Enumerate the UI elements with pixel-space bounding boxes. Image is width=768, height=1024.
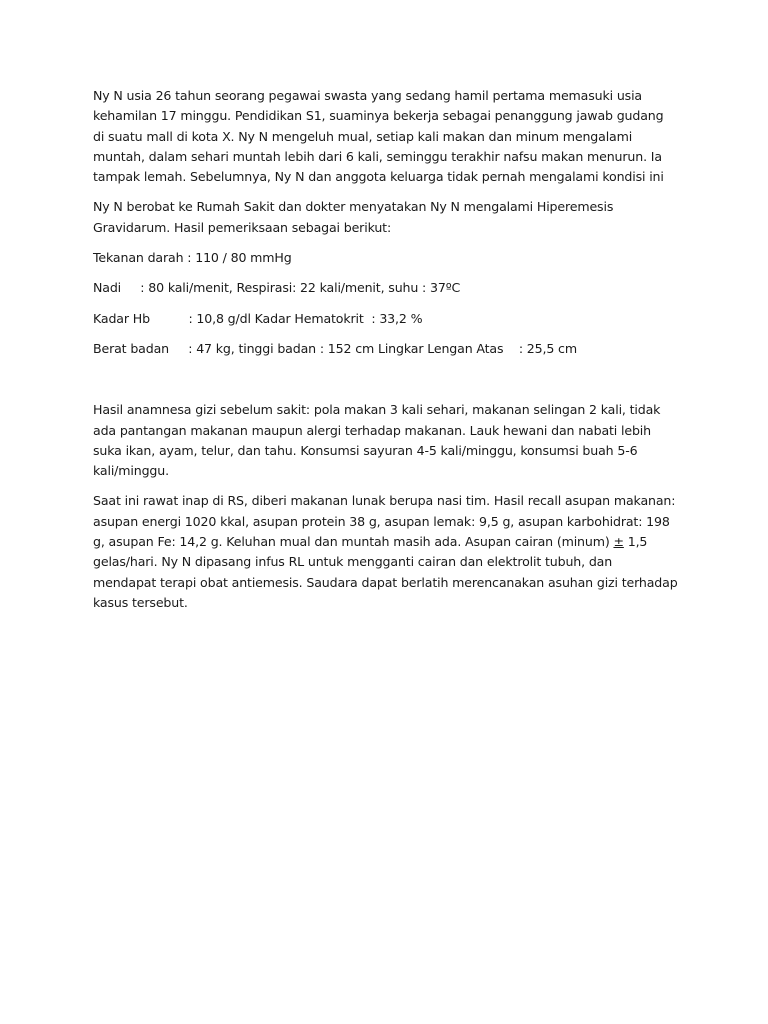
lab-results-line: Kadar Hb : 10,8 g/dl Kadar Hematokrit : 33,2 % — [93, 310, 423, 326]
current-intake-text-after: 1,5 gelas/hari. Ny N dipasang infus RL untuk mengganti cairan dan elektrolit tubuh, dan mendapat terapi obat antiemesis. Saudara dapat berlatih merencanakan asuhan gizi terhadap kasus tersebut. — [93, 534, 678, 610]
anthropometry-line: Berat badan : 47 kg, tinggi badan : 152 cm Lingkar Lengan Atas : 25,5 cm — [93, 340, 577, 356]
case-intro-paragraph: Ny N usia 26 tahun seorang pegawai swasta yang sedang hamil pertama memasuki usia kehamilan 17 minggu. Pendidikan S1, suaminya bekerja sebagai penanggung jawab gudang di suatu mall di kota X. Ny N mengeluh mual, setiap kali makan dan minum mengalami muntah, dalam sehari muntah lebih dari 6 kali, seminggu terakhir nafsu makan menurun. Ia tampak lemah. Sebelumnya, Ny N dan anggota keluarga tidak pernah mengalami kondisi ini — [93, 88, 664, 185]
current-intake-text-before: Saat ini rawat inap di RS, diberi makanan lunak berupa nasi tim. Hasil recall asupan makanan: asupan energi 1020 kkal, asupan protein 38 g, asupan lemak: 9,5 g, asupan karbohidrat: 198 g, asupan Fe: 14,2 g. Keluhan mual dan muntah masih ada. Asupan cairan (minum) — [93, 493, 676, 550]
current-intake-paragraph — [93, 491, 678, 613]
plus-minus-symbol: ± — [613, 534, 624, 550]
diagnosis-paragraph: Ny N berobat ke Rumah Sakit dan dokter menyatakan Ny N mengalami Hiperemesis Gravidarum. Hasil pemeriksaan sebagai berikut: — [93, 199, 614, 235]
vital-signs-line: Nadi : 80 kali/menit, Respirasi: 22 kali/menit, suhu : 37ºC — [93, 280, 461, 296]
document-page — [93, 86, 678, 613]
nutrition-history-paragraph: Hasil anamnesa gizi sebelum sakit: pola makan 3 kali sehari, makanan selingan 2 kali, tidak ada pantangan makanan maupun alergi terhadap makanan. Lauk hewani dan nabati lebih suka ikan, ayam, telur, dan tahu. Konsumsi sayuran 4-5 kali/minggu, konsumsi buah 5-6 kali/minggu. — [93, 402, 661, 479]
blood-pressure-line: Tekanan darah : 110 / 80 mmHg — [93, 250, 292, 266]
